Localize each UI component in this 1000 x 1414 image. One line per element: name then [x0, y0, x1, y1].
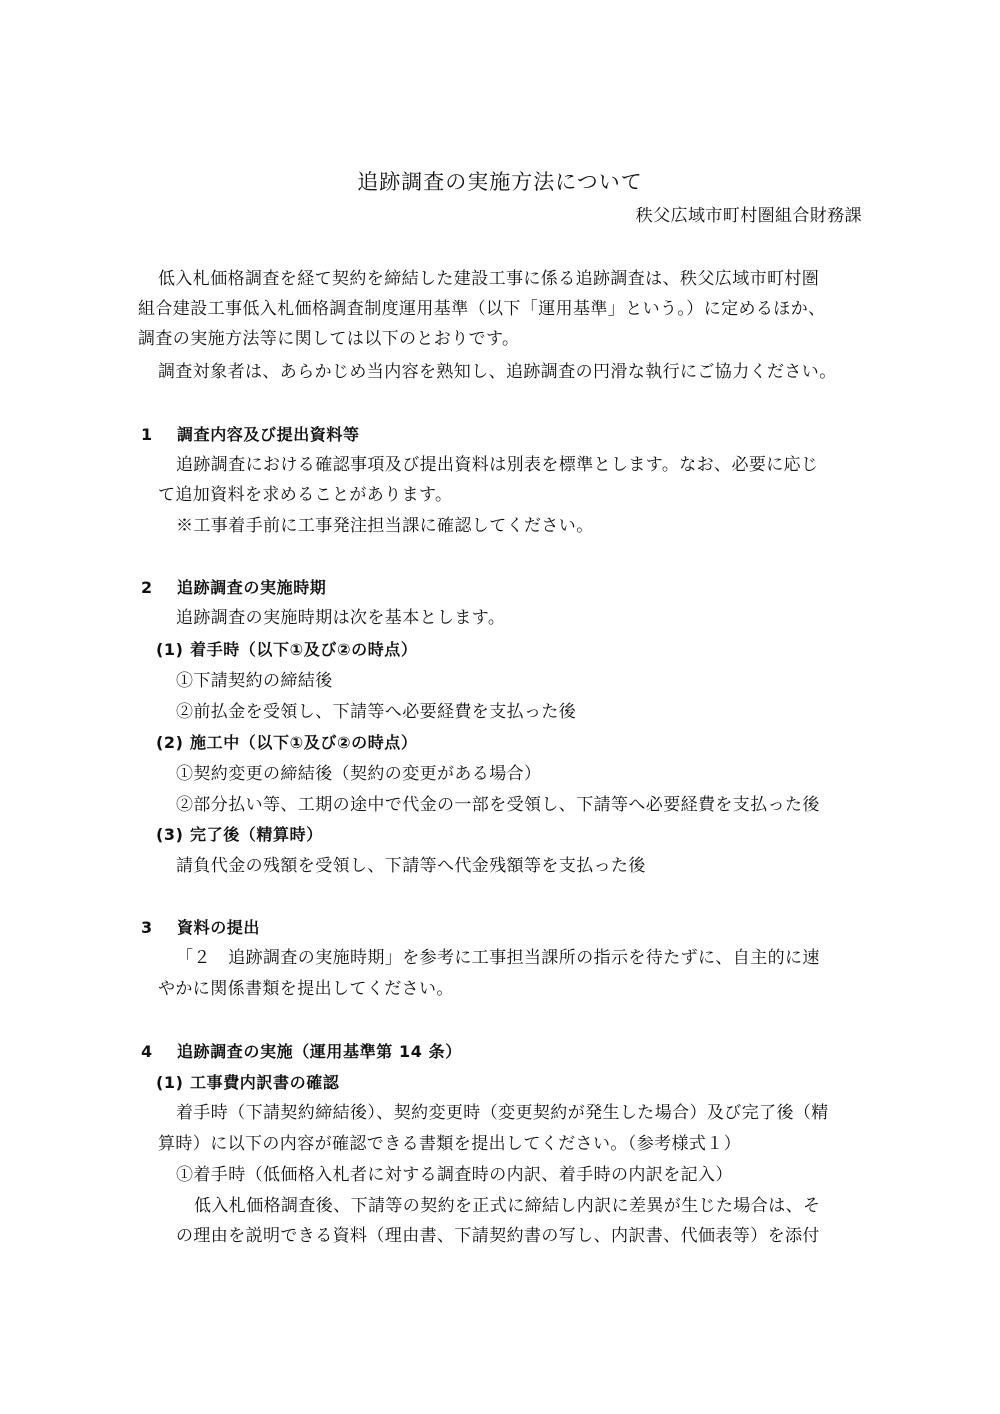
- subsection-title: 工事費内訳書の確認: [190, 1073, 340, 1092]
- subsection-number: (3): [156, 825, 184, 844]
- section-heading: [141, 917, 260, 939]
- subsection-heading: [156, 824, 323, 846]
- list-item: ②部分払い等、工期の途中で代金の一部を受領し、下請等へ必要経費を支払った後: [176, 795, 820, 815]
- body-line: やかに関係書類を提出してください。: [158, 979, 454, 999]
- section-title: 追跡調査の実施（運用基準第 14 条）: [177, 1042, 462, 1061]
- section-number: 3: [141, 918, 153, 937]
- note-line: ※工事着手前に工事発注担当課に確認してください。: [176, 516, 594, 536]
- body-line: 低入札価格調査後、下請等の契約を正式に締結し内訳に差異が生じた場合は、そ: [194, 1196, 821, 1216]
- body-line: 追跡調査における確認事項及び提出資料は別表を標準とします。なお、必要に応じ: [176, 455, 819, 475]
- list-item: 請負代金の残額を受領し、下請等へ代金残額等を支払った後: [176, 856, 646, 876]
- list-item: ①着手時（低価格入札者に対する調査時の内訳、着手時の内訳を記入）: [176, 1165, 733, 1185]
- subsection-heading: [156, 639, 418, 661]
- document-title: 追跡調査の実施方法について: [357, 170, 643, 194]
- section-number: 2: [141, 578, 153, 597]
- section-title: 調査内容及び提出資料等: [177, 425, 360, 444]
- subsection-title: 完了後（精算時）: [190, 825, 323, 844]
- intro-line: 組合建設工事低入札価格調査制度運用基準（以下「運用基準」という。）に定めるほか、: [138, 299, 826, 319]
- section-heading: [141, 424, 360, 446]
- subsection-heading: [156, 732, 418, 754]
- subsection-title: 着手時（以下①及び②の時点）: [190, 640, 418, 659]
- intro-line: 調査の実施方法等に関しては以下のとおりです。: [138, 329, 520, 349]
- intro-line: 調査対象者は、あらかじめ当内容を熟知し、追跡調査の円滑な執行にご協力ください。: [158, 362, 837, 382]
- subsection-number: (1): [156, 1073, 184, 1092]
- body-line: 追跡調査の実施時期は次を基本とします。: [176, 608, 506, 628]
- section-number: 4: [141, 1042, 153, 1061]
- subsection-title: 施工中（以下①及び②の時点）: [190, 733, 418, 752]
- body-line: 算時）に以下の内容が確認できる書類を提出してください。（参考様式１）: [158, 1134, 742, 1154]
- list-item: ①契約変更の締結後（契約の変更がある場合）: [176, 764, 542, 784]
- body-line: 「２ 追跡調査の実施時期」を参考に工事担当課所の指示を待たずに、自主的に速: [176, 948, 820, 968]
- body-line: て追加資料を求めることがあります。: [158, 485, 453, 505]
- author-department: 秩父広域市町村圏組合財務課: [635, 206, 862, 226]
- section-title: 追跡調査の実施時期: [177, 578, 327, 597]
- body-line: の理由を説明できる資料（理由書、下請契約書の写し、内訳書、代価表等）を添付: [176, 1226, 820, 1246]
- body-line: 着手時（下請契約締結後）、契約変更時（変更契約が発生した場合）及び完了後（精: [176, 1103, 829, 1123]
- list-item: ①下請契約の締結後: [176, 671, 333, 691]
- subsection-number: (2): [156, 733, 184, 752]
- subsection-number: (1): [156, 640, 184, 659]
- section-heading: [141, 577, 326, 599]
- intro-line: 低入札価格調査を経て契約を締結した建設工事に係る追跡調査は、秩父広域市町村圏: [158, 269, 820, 289]
- section-number: 1: [141, 425, 153, 444]
- section-heading: [141, 1041, 462, 1063]
- section-title: 資料の提出: [177, 918, 261, 937]
- subsection-heading: [156, 1072, 339, 1094]
- list-item: ②前払金を受領し、下請等へ必要経費を支払った後: [176, 702, 577, 722]
